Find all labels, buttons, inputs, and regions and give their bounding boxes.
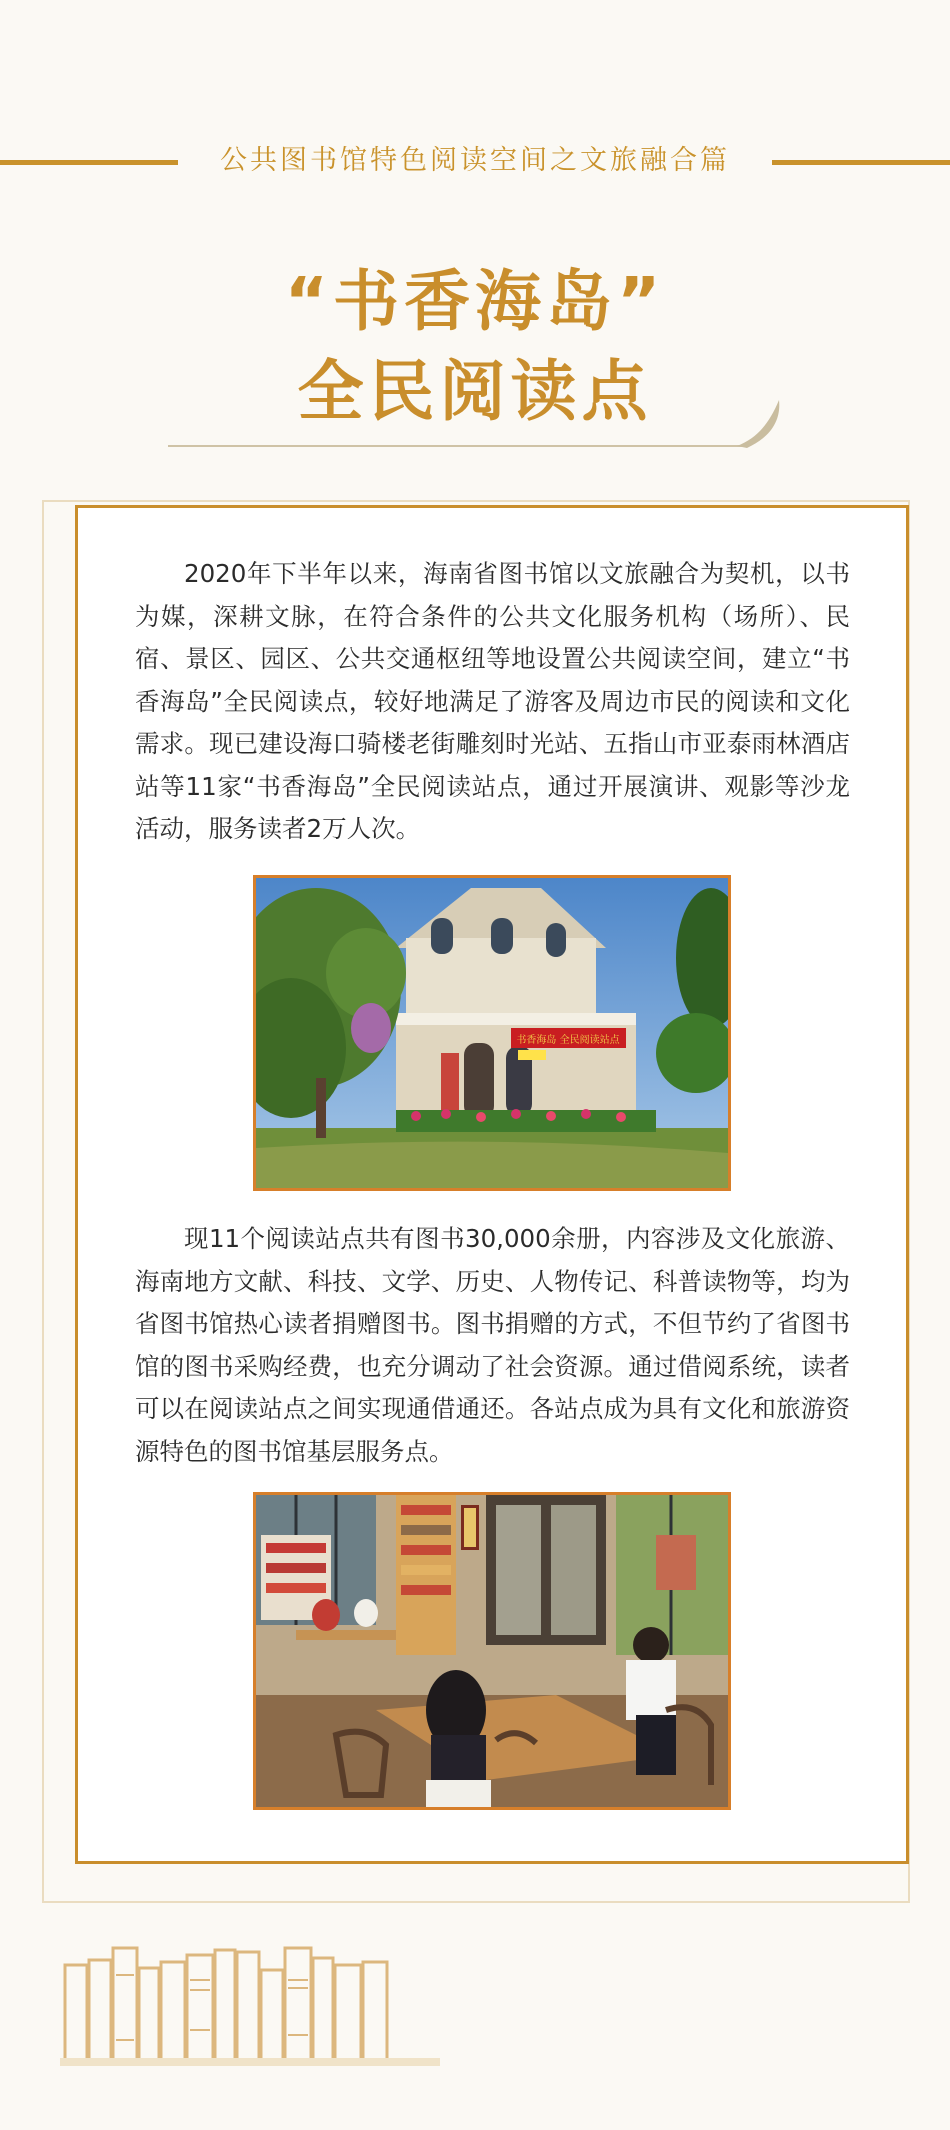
page-title-line2: 全民阅读点 — [297, 353, 653, 430]
title-underline — [168, 445, 746, 447]
body-paragraph-2: 现11个阅读站点共有图书30,000余册，内容涉及文化旅游、海南地方文献、科技、文学、历史、人物传记、科普读物等，均为省图书馆热心读者捐赠图书。图书捐赠的方式，不但节约了省图书馆的图书采购经费，也充分调动了社会资源。通过借阅系统，读者可以在阅读站点之间实现通借通还。各站点成为具有文化和旅游资源特色的图书馆基层服务点。 — [135, 1224, 850, 1466]
body-paragraph-1: 2020年下半年以来，海南省图书馆以文旅融合为契机，以书为媒，深耕文脉，在符合条件的公共文化服务机构（场所）、民宿、景区、园区、公共交通枢纽等地设置公共阅读空间，建立“书香海岛”全民阅读点，较好地满足了游客及周边市民的阅读和文化需求。现已建设海口骑楼老街雕刻时光站、五指山市亚泰雨林酒店站等11家“书香海岛”全民阅读站点，通过开展演讲、观影等沙龙活动，服务读者2万人次。 — [135, 559, 850, 843]
series-title: 公共图书馆特色阅读空间之文旅融合篇 — [220, 145, 730, 176]
bookshelf-ornament-icon — [60, 1940, 440, 2070]
header-rule-left — [0, 160, 178, 165]
series-header — [0, 143, 950, 179]
swoosh-ornament-icon — [735, 398, 785, 450]
photo-reading-station-house — [253, 875, 731, 1191]
photo-reading-room-interior — [253, 1492, 731, 1810]
header-rule-right — [772, 160, 950, 165]
page-title-line1: “书香海岛” — [284, 263, 666, 340]
reading-room-photo-illustration — [256, 1495, 728, 1807]
house-photo-illustration — [256, 878, 728, 1188]
photo1-banner-text: 书香海岛 全民阅读站点 — [516, 1035, 620, 1046]
